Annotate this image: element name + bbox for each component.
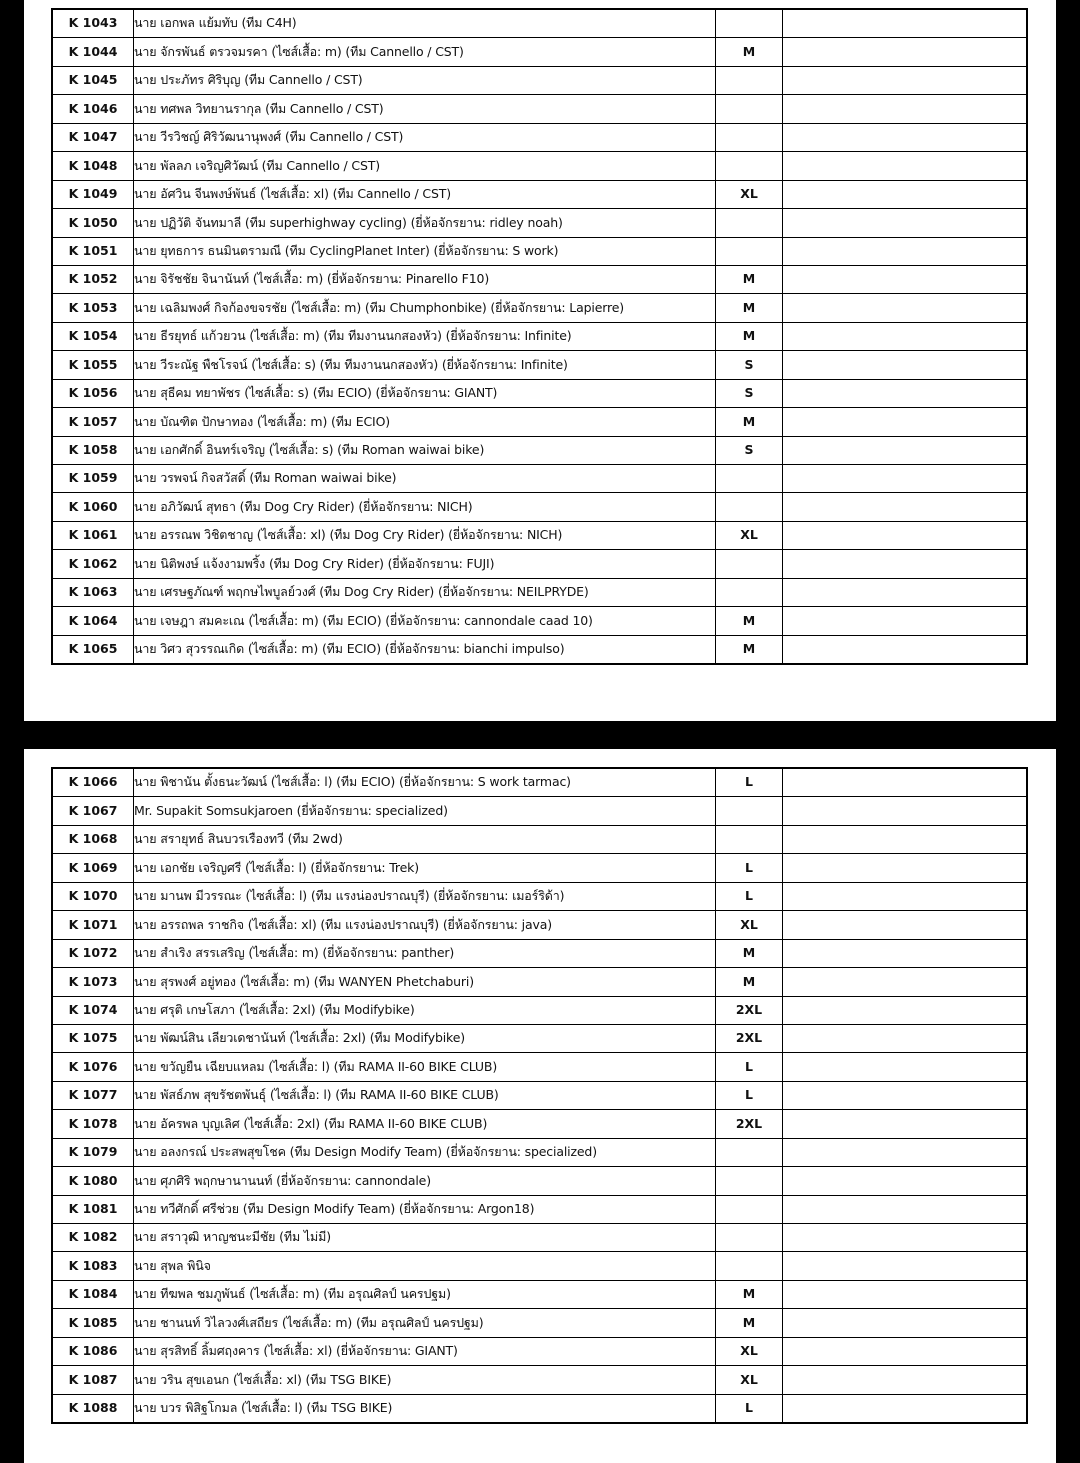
empty-cell: [783, 152, 1028, 180]
table-row: [52, 1110, 1027, 1138]
participant-id-cell: K 1050: [52, 209, 134, 237]
table-row: [52, 521, 1027, 549]
shirt-size-cell: M: [716, 408, 783, 436]
shirt-size-cell: [716, 237, 783, 265]
shirt-size-cell: [716, 1138, 783, 1166]
participant-table: [51, 8, 1028, 665]
shirt-size-cell: M: [716, 294, 783, 322]
participant-id-cell: K 1087: [52, 1366, 134, 1394]
participant-name-cell: นาย บวร พิสิฐโกมล (ไซส์เสื้อ: l) (ทีม TSG BIKE): [134, 1394, 716, 1423]
empty-cell: [783, 854, 1028, 882]
participant-name-cell: นาย ทศพล วิทยานรากุล (ทีม Cannello / CST): [134, 95, 716, 123]
shirt-size-cell: XL: [716, 1366, 783, 1394]
shirt-size-cell: M: [716, 38, 783, 66]
table-row: [52, 1280, 1027, 1308]
participant-name-cell: นาย ศรุติ เกษโสภา (ไซส์เสื้อ: 2xl) (ทีม Modifybike): [134, 996, 716, 1024]
empty-cell: [783, 768, 1028, 797]
empty-cell: [783, 180, 1028, 208]
participant-id-cell: K 1065: [52, 635, 134, 664]
shirt-size-cell: [716, 152, 783, 180]
document-page-2: [24, 749, 1056, 1463]
empty-cell: [783, 1081, 1028, 1109]
participant-name-cell: นาย สุรพงศ์ อยู่ทอง (ไซส์เสื้อ: m) (ทีม WANYEN Phetchaburi): [134, 968, 716, 996]
participant-name-cell: นาย เฉลิมพงศ์ กิจก้องขจรชัย (ไซส์เสื้อ: m) (ทีม Chumphonbike) (ยี่ห้อจักรยาน: Lapierre): [134, 294, 716, 322]
empty-cell: [783, 38, 1028, 66]
participant-name-cell: นาย อภิวัฒน์ สุทธา (ทีม Dog Cry Rider) (ยี่ห้อจักรยาน: NICH): [134, 493, 716, 521]
shirt-size-cell: XL: [716, 1337, 783, 1365]
empty-cell: [783, 408, 1028, 436]
table-row: [52, 294, 1027, 322]
table-row: [52, 152, 1027, 180]
participant-name-cell: นาย สุพล พินิจ: [134, 1252, 716, 1280]
table-row: [52, 635, 1027, 664]
participant-id-cell: K 1053: [52, 294, 134, 322]
empty-cell: [783, 1138, 1028, 1166]
empty-cell: [783, 237, 1028, 265]
table-row: [52, 1167, 1027, 1195]
participant-name-cell: นาย เอกศักดิ์ อินทร์เจริญ (ไซส์เสื้อ: s) (ทีม Roman waiwai bike): [134, 436, 716, 464]
empty-cell: [783, 1309, 1028, 1337]
shirt-size-cell: [716, 1224, 783, 1252]
shirt-size-cell: M: [716, 1280, 783, 1308]
table-row: [52, 1053, 1027, 1081]
shirt-size-cell: L: [716, 1081, 783, 1109]
empty-cell: [783, 521, 1028, 549]
shirt-size-cell: XL: [716, 521, 783, 549]
table-row: [52, 351, 1027, 379]
shirt-size-cell: [716, 123, 783, 151]
participant-id-cell: K 1085: [52, 1309, 134, 1337]
participant-id-cell: K 1070: [52, 882, 134, 910]
participant-name-cell: นาย วรพจน์ กิจสวัสดิ์ (ทีม Roman waiwai bike): [134, 465, 716, 493]
shirt-size-cell: L: [716, 768, 783, 797]
shirt-size-cell: M: [716, 322, 783, 350]
shirt-size-cell: [716, 1195, 783, 1223]
participant-id-cell: K 1068: [52, 825, 134, 853]
shirt-size-cell: 2XL: [716, 996, 783, 1024]
table-row: [52, 465, 1027, 493]
empty-cell: [783, 1024, 1028, 1052]
participant-id-cell: K 1088: [52, 1394, 134, 1423]
participant-name-cell: นาย สำเริง สรรเสริญ (ไซส์เสื้อ: m) (ยี่ห้อจักรยาน: panther): [134, 939, 716, 967]
shirt-size-cell: M: [716, 607, 783, 635]
empty-cell: [783, 607, 1028, 635]
table-row: [52, 408, 1027, 436]
table-row: [52, 1394, 1027, 1423]
participant-name-cell: นาย ทีฆพล ชมภูพันธ์ (ไซส์เสื้อ: m) (ทีม อรุณศิลป์ นครปฐม): [134, 1280, 716, 1308]
participant-name-cell: นาย เอกพล แย้มทับ (ทีม C4H): [134, 9, 716, 38]
empty-cell: [783, 465, 1028, 493]
participant-name-cell: นาย วิศว สุวรรณเกิด (ไซส์เสื้อ: m) (ทีม ECIO) (ยี่ห้อจักรยาน: bianchi impulso): [134, 635, 716, 664]
shirt-size-cell: L: [716, 854, 783, 882]
table-row: [52, 209, 1027, 237]
participant-name-cell: นาย นิติพงษ์ แจ้งงามพริ้ง (ทีม Dog Cry Rider) (ยี่ห้อจักรยาน: FUJI): [134, 550, 716, 578]
participant-name-cell: นาย อัศวิน จีนพงษ์พันธ์ (ไซส์เสื้อ: xl) (ทีม Cannello / CST): [134, 180, 716, 208]
empty-cell: [783, 95, 1028, 123]
participant-name-cell: นาย อัครพล บุญเลิศ (ไซส์เสื้อ: 2xl) (ทีม RAMA II-60 BIKE CLUB): [134, 1110, 716, 1138]
empty-cell: [783, 797, 1028, 825]
table-row: [52, 180, 1027, 208]
participant-name-cell: นาย เอกชัย เจริญศรี (ไซส์เสื้อ: l) (ยี่ห้อจักรยาน: Trek): [134, 854, 716, 882]
participant-id-cell: K 1072: [52, 939, 134, 967]
participant-name-cell: นาย ศุภศิริ พฤกษานานนท์ (ยี่ห้อจักรยาน: cannondale): [134, 1167, 716, 1195]
participant-name-cell: นาย ธีรยุทธ์ แก้วยวน (ไซส์เสื้อ: m) (ทีม ทีมงานนกสองหัว) (ยี่ห้อจักรยาน: Infinite): [134, 322, 716, 350]
empty-cell: [783, 9, 1028, 38]
shirt-size-cell: L: [716, 882, 783, 910]
participant-name-cell: นาย อลงกรณ์ ประสพสุขโชค (ทีม Design Modify Team) (ยี่ห้อจักรยาน: specialized): [134, 1138, 716, 1166]
shirt-size-cell: [716, 797, 783, 825]
participant-table: [51, 767, 1028, 1424]
participant-name-cell: นาย ทวีศักดิ์ ศรีช่วย (ทีม Design Modify Team) (ยี่ห้อจักรยาน: Argon18): [134, 1195, 716, 1223]
table-row: [52, 237, 1027, 265]
participant-id-cell: K 1074: [52, 996, 134, 1024]
participant-name-cell: นาย มานพ มีวรรณะ (ไซส์เสื้อ: l) (ทีม แรงน่องปราณบุรี) (ยี่ห้อจักรยาน: เมอร์ริด้า): [134, 882, 716, 910]
participant-id-cell: K 1061: [52, 521, 134, 549]
table-row: [52, 322, 1027, 350]
table-row: [52, 38, 1027, 66]
shirt-size-cell: [716, 209, 783, 237]
participant-id-cell: K 1073: [52, 968, 134, 996]
participant-id-cell: K 1043: [52, 9, 134, 38]
participant-id-cell: K 1055: [52, 351, 134, 379]
empty-cell: [783, 294, 1028, 322]
participant-name-cell: นาย อรรถพล ราชกิจ (ไซส์เสื้อ: xl) (ทีม แรงน่องปราณบุรี) (ยี่ห้อจักรยาน: java): [134, 911, 716, 939]
empty-cell: [783, 1053, 1028, 1081]
table-body: [52, 9, 1027, 664]
shirt-size-cell: M: [716, 939, 783, 967]
table-row: [52, 968, 1027, 996]
participant-name-cell: นาย บัณฑิต ปักษาทอง (ไซส์เสื้อ: m) (ทีม ECIO): [134, 408, 716, 436]
empty-cell: [783, 882, 1028, 910]
shirt-size-cell: S: [716, 379, 783, 407]
participant-name-cell: นาย สุรสิทธิ์ ลิ้มศฤงคาร (ไซส์เสื้อ: xl) (ยี่ห้อจักรยาน: GIANT): [134, 1337, 716, 1365]
table-row: [52, 1024, 1027, 1052]
shirt-size-cell: M: [716, 635, 783, 664]
participant-id-cell: K 1081: [52, 1195, 134, 1223]
participant-id-cell: K 1079: [52, 1138, 134, 1166]
participant-name-cell: นาย พัฒน์สิน เลียวเดชานันท์ (ไซส์เสื้อ: 2xl) (ทีม Modifybike): [134, 1024, 716, 1052]
table-row: [52, 493, 1027, 521]
participant-id-cell: K 1083: [52, 1252, 134, 1280]
shirt-size-cell: [716, 465, 783, 493]
participant-id-cell: K 1076: [52, 1053, 134, 1081]
shirt-size-cell: S: [716, 436, 783, 464]
participant-id-cell: K 1078: [52, 1110, 134, 1138]
participant-name-cell: นาย สรายุทธ์ สินบวรเรืองทวี (ทีม 2wd): [134, 825, 716, 853]
participant-id-cell: K 1048: [52, 152, 134, 180]
participant-id-cell: K 1086: [52, 1337, 134, 1365]
participant-id-cell: K 1067: [52, 797, 134, 825]
empty-cell: [783, 1366, 1028, 1394]
table-row: [52, 379, 1027, 407]
participant-id-cell: K 1082: [52, 1224, 134, 1252]
empty-cell: [783, 351, 1028, 379]
empty-cell: [783, 1167, 1028, 1195]
empty-cell: [783, 436, 1028, 464]
participant-id-cell: K 1058: [52, 436, 134, 464]
participant-id-cell: K 1059: [52, 465, 134, 493]
shirt-size-cell: M: [716, 1309, 783, 1337]
shirt-size-cell: L: [716, 1053, 783, 1081]
table-row: [52, 797, 1027, 825]
table-row: [52, 578, 1027, 606]
table-row: [52, 1337, 1027, 1365]
participant-id-cell: K 1051: [52, 237, 134, 265]
empty-cell: [783, 322, 1028, 350]
participant-id-cell: K 1044: [52, 38, 134, 66]
empty-cell: [783, 1337, 1028, 1365]
participant-id-cell: K 1045: [52, 66, 134, 94]
participant-id-cell: K 1049: [52, 180, 134, 208]
empty-cell: [783, 1280, 1028, 1308]
table-row: [52, 911, 1027, 939]
empty-cell: [783, 379, 1028, 407]
shirt-size-cell: [716, 1252, 783, 1280]
shirt-size-cell: 2XL: [716, 1024, 783, 1052]
participant-name-cell: นาย ประภัทร ศิริบุญ (ทีม Cannello / CST): [134, 66, 716, 94]
table-row: [52, 1138, 1027, 1166]
table-row: [52, 854, 1027, 882]
empty-cell: [783, 493, 1028, 521]
participant-id-cell: K 1057: [52, 408, 134, 436]
table-row: [52, 95, 1027, 123]
participant-id-cell: K 1063: [52, 578, 134, 606]
participant-name-cell: นาย สุธีคม ทยาพัชร (ไซส์เสื้อ: s) (ทีม ECIO) (ยี่ห้อจักรยาน: GIANT): [134, 379, 716, 407]
empty-cell: [783, 1252, 1028, 1280]
table-row: [52, 1309, 1027, 1337]
participant-name-cell: นาย ชานนท์ วิไลวงศ์เสถียร (ไซส์เสื้อ: m) (ทีม อรุณศิลป์ นครปฐม): [134, 1309, 716, 1337]
shirt-size-cell: [716, 550, 783, 578]
table-row: [52, 436, 1027, 464]
empty-cell: [783, 1224, 1028, 1252]
shirt-size-cell: [716, 1167, 783, 1195]
participant-name-cell: นาย วีรวิชญ์ ศิริวัฒนานุพงศ์ (ทีม Cannello / CST): [134, 123, 716, 151]
participant-id-cell: K 1064: [52, 607, 134, 635]
participant-name-cell: นาย เจษฎา สมคะเณ (ไซส์เสื้อ: m) (ทีม ECIO) (ยี่ห้อจักรยาน: cannondale caad 10): [134, 607, 716, 635]
participant-id-cell: K 1047: [52, 123, 134, 151]
empty-cell: [783, 635, 1028, 664]
participant-name-cell: Mr. Supakit Somsukjaroen (ยี่ห้อจักรยาน: specialized): [134, 797, 716, 825]
table-row: [52, 1366, 1027, 1394]
participant-id-cell: K 1046: [52, 95, 134, 123]
shirt-size-cell: [716, 578, 783, 606]
participant-id-cell: K 1062: [52, 550, 134, 578]
participant-id-cell: K 1080: [52, 1167, 134, 1195]
document-page-1: [24, 0, 1056, 721]
participant-name-cell: นาย ขวัญยืน เฉียบแหลม (ไซส์เสื้อ: l) (ทีม RAMA II-60 BIKE CLUB): [134, 1053, 716, 1081]
participant-name-cell: นาย เศรษฐภัณฑ์ พฤกษไพบูลย์วงศ์ (ทีม Dog Cry Rider) (ยี่ห้อจักรยาน: NEILPRYDE): [134, 578, 716, 606]
table-row: [52, 66, 1027, 94]
participant-id-cell: K 1066: [52, 768, 134, 797]
empty-cell: [783, 1110, 1028, 1138]
empty-cell: [783, 66, 1028, 94]
participant-name-cell: นาย ปฏิวัติ จันทมาลี (ทีม superhighway cycling) (ยี่ห้อจักรยาน: ridley noah): [134, 209, 716, 237]
participant-id-cell: K 1054: [52, 322, 134, 350]
participant-name-cell: นาย วริน สุขเอนก (ไซส์เสื้อ: xl) (ทีม TSG BIKE): [134, 1366, 716, 1394]
participant-id-cell: K 1077: [52, 1081, 134, 1109]
participant-name-cell: นาย พัสธ์ภพ สุขรัชตพันธุ์ (ไซส์เสื้อ: l) (ทีม RAMA II-60 BIKE CLUB): [134, 1081, 716, 1109]
empty-cell: [783, 911, 1028, 939]
shirt-size-cell: [716, 66, 783, 94]
participant-name-cell: นาย วีระณัฐ พืชโรจน์ (ไซส์เสื้อ: s) (ทีม ทีมงานนกสองหัว) (ยี่ห้อจักรยาน: Infinite): [134, 351, 716, 379]
shirt-size-cell: [716, 9, 783, 38]
empty-cell: [783, 939, 1028, 967]
table-row: [52, 607, 1027, 635]
participant-id-cell: K 1060: [52, 493, 134, 521]
participant-name-cell: นาย อรรณพ วิชิตชาญ (ไซส์เสื้อ: xl) (ทีม Dog Cry Rider) (ยี่ห้อจักรยาน: NICH): [134, 521, 716, 549]
table-row: [52, 768, 1027, 797]
participant-id-cell: K 1069: [52, 854, 134, 882]
participant-id-cell: K 1056: [52, 379, 134, 407]
table-row: [52, 882, 1027, 910]
table-row: [52, 1252, 1027, 1280]
table-row: [52, 123, 1027, 151]
table-row: [52, 1195, 1027, 1223]
participant-name-cell: นาย จิรัชชัย จินานันท์ (ไซส์เสื้อ: m) (ยี่ห้อจักรยาน: Pinarello F10): [134, 265, 716, 293]
shirt-size-cell: [716, 493, 783, 521]
shirt-size-cell: [716, 825, 783, 853]
shirt-size-cell: S: [716, 351, 783, 379]
participant-id-cell: K 1071: [52, 911, 134, 939]
participant-id-cell: K 1075: [52, 1024, 134, 1052]
empty-cell: [783, 996, 1028, 1024]
shirt-size-cell: XL: [716, 911, 783, 939]
shirt-size-cell: [716, 95, 783, 123]
table-row: [52, 825, 1027, 853]
participant-name-cell: นาย สราวุฒิ หาญชนะมีชัย (ทีม ไม่มี): [134, 1224, 716, 1252]
participant-id-cell: K 1084: [52, 1280, 134, 1308]
table-body: [52, 768, 1027, 1423]
shirt-size-cell: XL: [716, 180, 783, 208]
empty-cell: [783, 1394, 1028, 1423]
empty-cell: [783, 968, 1028, 996]
empty-cell: [783, 209, 1028, 237]
empty-cell: [783, 550, 1028, 578]
shirt-size-cell: 2XL: [716, 1110, 783, 1138]
empty-cell: [783, 578, 1028, 606]
table-row: [52, 265, 1027, 293]
table-row: [52, 939, 1027, 967]
table-row: [52, 1081, 1027, 1109]
participant-name-cell: นาย พัลลภ เจริญศิวัฒน์ (ทีม Cannello / CST): [134, 152, 716, 180]
empty-cell: [783, 1195, 1028, 1223]
table-row: [52, 1224, 1027, 1252]
shirt-size-cell: L: [716, 1394, 783, 1423]
participant-name-cell: นาย พิชานัน ตั้งธนะวัฒน์ (ไซส์เสื้อ: l) (ทีม ECIO) (ยี่ห้อจักรยาน: S work tarmac): [134, 768, 716, 797]
participant-name-cell: นาย จักรพันธ์ ตรวจมรคา (ไซส์เสื้อ: m) (ทีม Cannello / CST): [134, 38, 716, 66]
shirt-size-cell: M: [716, 968, 783, 996]
table-row: [52, 550, 1027, 578]
empty-cell: [783, 123, 1028, 151]
empty-cell: [783, 265, 1028, 293]
table-row: [52, 996, 1027, 1024]
participant-name-cell: นาย ยุทธการ ธนมินตรามณี (ทีม CyclingPlanet Inter) (ยี่ห้อจักรยาน: S work): [134, 237, 716, 265]
empty-cell: [783, 825, 1028, 853]
table-row: [52, 9, 1027, 38]
participant-id-cell: K 1052: [52, 265, 134, 293]
shirt-size-cell: M: [716, 265, 783, 293]
